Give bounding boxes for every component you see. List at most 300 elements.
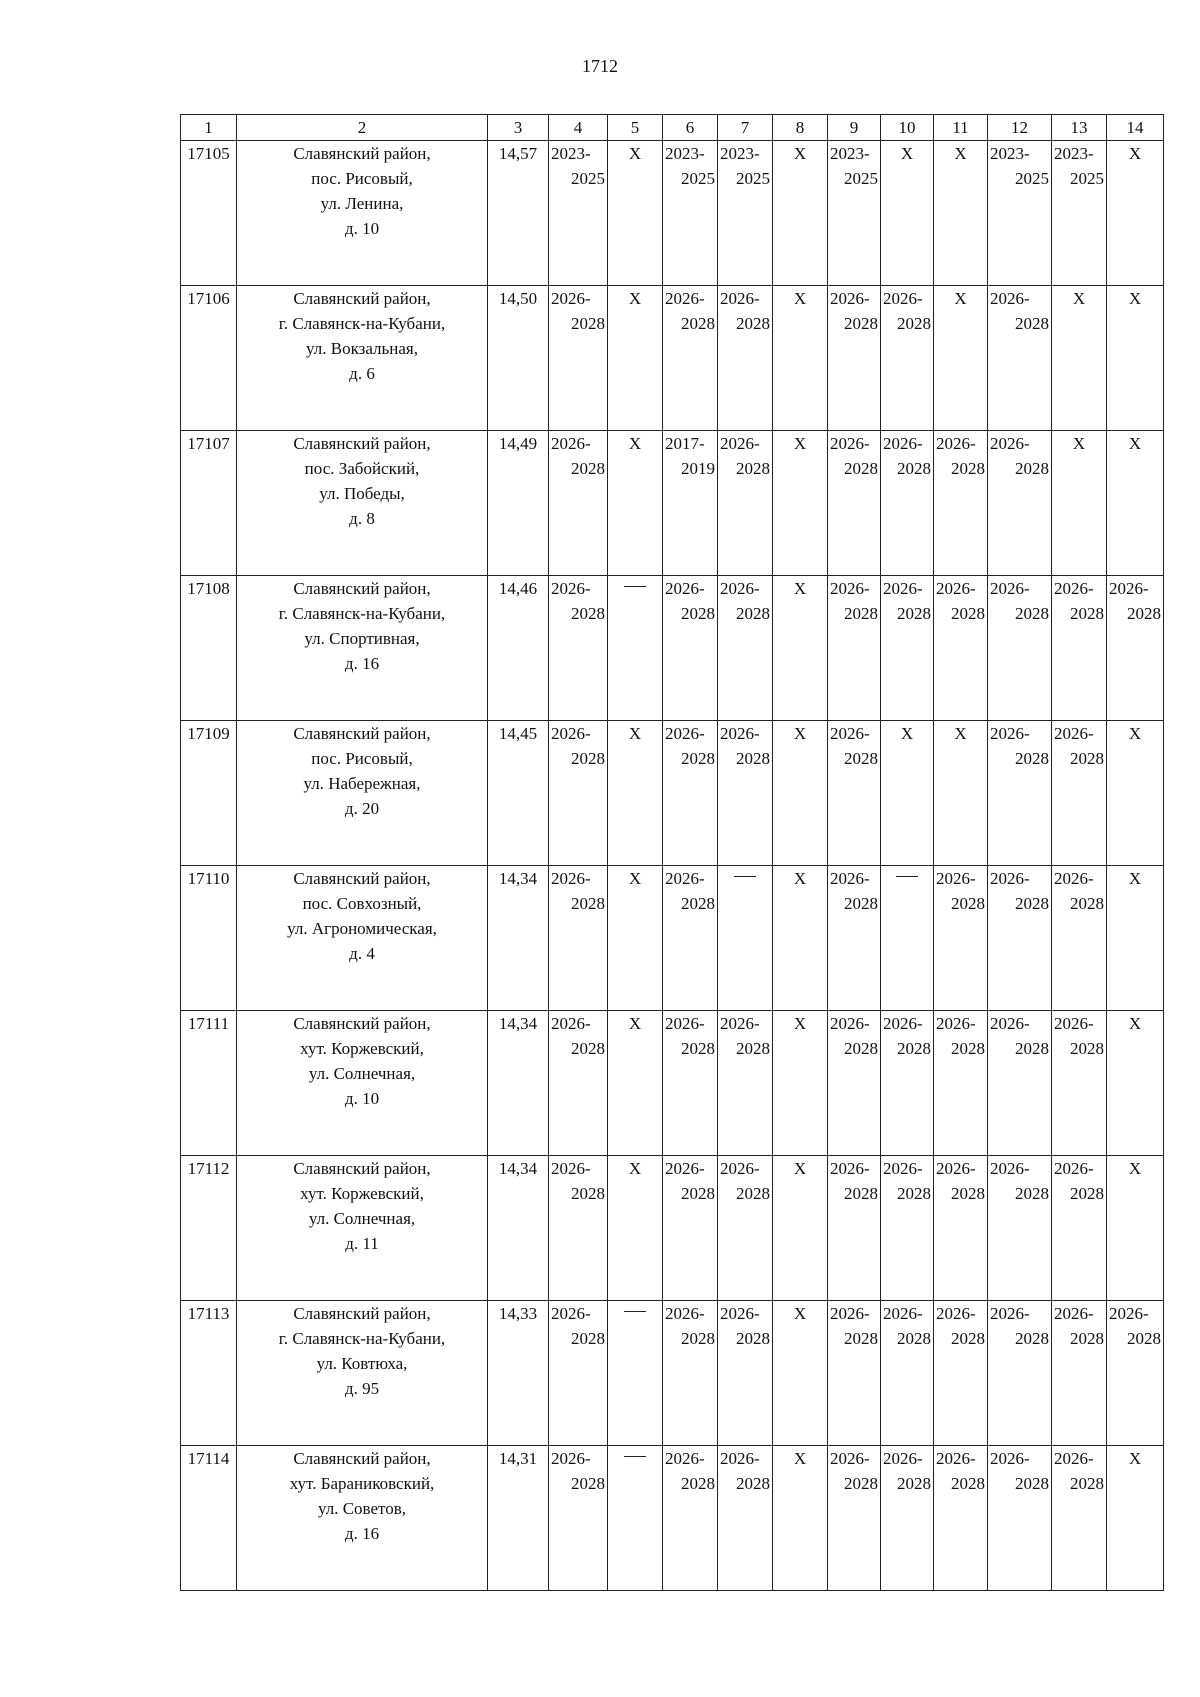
row-cell-col-8 [773, 866, 828, 1011]
cell-text: 2028 [571, 604, 605, 623]
cell-text: 2025 [844, 169, 878, 188]
cell-text: 2017- [665, 434, 705, 453]
cell-text: 2026- [936, 869, 976, 888]
row-value: 14,31 [488, 1446, 549, 1591]
row-cell-col-12 [988, 576, 1052, 721]
cell-text: 2025 [736, 169, 770, 188]
cell-text: 2025 [571, 169, 605, 188]
cell-text: 2026- [830, 579, 870, 598]
cell-text: 2026- [551, 579, 591, 598]
cell-text: Х [1128, 144, 1142, 163]
row-cell-col-14 [1107, 1446, 1164, 1591]
cell-text: 2026- [551, 1449, 591, 1468]
cell-text: Х [1128, 1014, 1142, 1033]
cell-text: 2026- [551, 289, 591, 308]
cell-text: 2025 [1015, 169, 1049, 188]
address-line: Славянский район, [293, 1304, 431, 1323]
row-cell-col-4 [549, 866, 608, 1011]
row-cell-col-14 [1107, 866, 1164, 1011]
table-body [181, 141, 1164, 1591]
address-line: пос. Совхозный, [302, 894, 422, 913]
row-value: 14,33 [488, 1301, 549, 1446]
dash-mark [896, 876, 918, 877]
cell-text: Х [1072, 434, 1086, 453]
row-cell-col-8 [773, 431, 828, 576]
table-row [181, 1446, 1164, 1591]
address-line: хут. Коржевский, [300, 1184, 424, 1203]
cell-text: 2026- [551, 1159, 591, 1178]
cell-text: Х [793, 724, 807, 743]
row-cell-col-7 [718, 286, 773, 431]
cell-text: 2028 [681, 894, 715, 913]
row-address [237, 721, 488, 866]
row-cell-col-12 [988, 141, 1052, 286]
address-line: хут. Бараниковский, [289, 1474, 435, 1493]
row-address [237, 1446, 488, 1591]
cell-text: 2028 [844, 894, 878, 913]
row-cell-col-13 [1052, 431, 1107, 576]
address-line: г. Славянск-на-Кубани, [278, 604, 446, 623]
row-cell-col-13 [1052, 1011, 1107, 1156]
address-line: ул. Агрономическая, [287, 919, 437, 938]
column-header-5: 5 [608, 115, 663, 141]
cell-text: 2025 [1070, 169, 1104, 188]
cell-text: 2028 [736, 459, 770, 478]
row-cell-col-11 [934, 576, 988, 721]
row-cell-col-4 [549, 431, 608, 576]
cell-text: 2026- [551, 1014, 591, 1033]
row-cell-col-5 [608, 141, 663, 286]
row-cell-col-13 [1052, 1156, 1107, 1301]
cell-text: 2028 [736, 1039, 770, 1058]
row-cell-col-11 [934, 721, 988, 866]
cell-text: 2028 [844, 1329, 878, 1348]
cell-text: Х [900, 144, 914, 163]
address-line: ул. Советов, [317, 1499, 407, 1518]
cell-text: 2028 [844, 459, 878, 478]
cell-text: 2028 [1015, 749, 1049, 768]
cell-text: 2028 [1015, 604, 1049, 623]
row-cell-col-11 [934, 1301, 988, 1446]
row-cell-col-10 [881, 431, 934, 576]
cell-text: 2026- [990, 1014, 1030, 1033]
cell-text: 2026- [1054, 1159, 1094, 1178]
cell-text: Х [793, 1159, 807, 1178]
row-cell-col-8 [773, 576, 828, 721]
row-cell-col-6 [663, 1156, 718, 1301]
address-line: Славянский район, [293, 1159, 431, 1178]
cell-text: 2028 [681, 749, 715, 768]
cell-text: Х [793, 1304, 807, 1323]
row-id: 17106 [181, 286, 237, 431]
row-cell-col-4 [549, 141, 608, 286]
row-value: 14,34 [488, 1156, 549, 1301]
cell-text: 2026- [990, 1449, 1030, 1468]
cell-text: 2028 [897, 459, 931, 478]
row-cell-col-8 [773, 141, 828, 286]
address-line: Славянский район, [293, 1014, 431, 1033]
cell-text: 2028 [681, 604, 715, 623]
cell-text: 2028 [951, 459, 985, 478]
cell-text: Х [628, 144, 642, 163]
address-line: г. Славянск-на-Кубани, [278, 1329, 446, 1348]
row-cell-col-10 [881, 1011, 934, 1156]
cell-text: Х [628, 1014, 642, 1033]
table-row [181, 141, 1164, 286]
cell-text: 2026- [1109, 579, 1149, 598]
table-row [181, 286, 1164, 431]
cell-text: 2026- [830, 1449, 870, 1468]
row-cell-col-9 [828, 576, 881, 721]
cell-text: 2028 [1015, 459, 1049, 478]
row-id: 17105 [181, 141, 237, 286]
column-header-1: 1 [181, 115, 237, 141]
cell-text: 2028 [1015, 1039, 1049, 1058]
dash-mark [734, 876, 756, 877]
cell-text: Х [954, 289, 967, 308]
cell-text: 2028 [951, 1474, 985, 1493]
cell-text: 2028 [571, 1474, 605, 1493]
row-cell-col-8 [773, 1301, 828, 1446]
row-cell-col-10 [881, 141, 934, 286]
address-line: ул. Набережная, [303, 774, 421, 793]
row-address [237, 866, 488, 1011]
cell-text: 2028 [681, 1474, 715, 1493]
row-id: 17112 [181, 1156, 237, 1301]
row-address [237, 1011, 488, 1156]
cell-text: 2028 [844, 1039, 878, 1058]
cell-text: Х [793, 1449, 807, 1468]
row-cell-col-8 [773, 1156, 828, 1301]
cell-text: 2026- [665, 289, 705, 308]
cell-text: 2026- [936, 579, 976, 598]
cell-text: 2026- [551, 869, 591, 888]
cell-text: 2026- [830, 869, 870, 888]
cell-text: 2026- [883, 289, 923, 308]
cell-text: Х [793, 289, 807, 308]
cell-text: 2026- [665, 869, 705, 888]
cell-text: Х [1128, 724, 1142, 743]
address-line: Славянский район, [293, 869, 431, 888]
row-cell-col-9 [828, 721, 881, 866]
cell-text: 2028 [1070, 1474, 1104, 1493]
row-cell-col-8 [773, 286, 828, 431]
cell-text: 2026- [830, 1014, 870, 1033]
cell-text: 2026- [1054, 579, 1094, 598]
row-cell-col-5 [608, 866, 663, 1011]
cell-text: Х [1128, 1159, 1142, 1178]
cell-text: Х [628, 869, 642, 888]
cell-text: 2026- [883, 579, 923, 598]
row-cell-col-9 [828, 286, 881, 431]
cell-text: 2028 [951, 1329, 985, 1348]
row-cell-col-7 [718, 721, 773, 866]
cell-text: Х [954, 144, 967, 163]
cell-text: 2028 [736, 604, 770, 623]
cell-text: 2023- [551, 144, 591, 163]
row-cell-col-9 [828, 1156, 881, 1301]
row-cell-col-7 [718, 1446, 773, 1591]
row-cell-col-5 [608, 286, 663, 431]
cell-text: 2026- [830, 724, 870, 743]
cell-text: 2028 [1015, 1184, 1049, 1203]
cell-text: 2026- [665, 1014, 705, 1033]
cell-text: 2023- [665, 144, 705, 163]
cell-text: 2028 [1127, 1329, 1161, 1348]
address-line: д. 95 [344, 1379, 380, 1398]
column-header-12: 12 [988, 115, 1052, 141]
cell-text: 2028 [1070, 1039, 1104, 1058]
cell-text: 2026- [1054, 724, 1094, 743]
row-cell-col-11 [934, 1156, 988, 1301]
row-cell-col-6 [663, 576, 718, 721]
row-cell-col-5 [608, 1446, 663, 1591]
row-cell-col-7 [718, 1301, 773, 1446]
address-line: ул. Солнечная, [308, 1209, 416, 1228]
cell-text: 2026- [990, 579, 1030, 598]
row-address [237, 1156, 488, 1301]
row-cell-col-4 [549, 1446, 608, 1591]
cell-text: 2026- [1054, 1014, 1094, 1033]
cell-text: 2026- [883, 434, 923, 453]
row-cell-col-6 [663, 431, 718, 576]
cell-text: 2028 [844, 604, 878, 623]
cell-text: 2026- [936, 1449, 976, 1468]
row-cell-col-10 [881, 721, 934, 866]
cell-text: 2028 [897, 1474, 931, 1493]
row-cell-col-11 [934, 1446, 988, 1591]
row-cell-col-8 [773, 1011, 828, 1156]
cell-text: 2028 [1015, 1474, 1049, 1493]
column-header-9: 9 [828, 115, 881, 141]
cell-text: 2028 [951, 894, 985, 913]
cell-text: 2026- [936, 434, 976, 453]
column-header-3: 3 [488, 115, 549, 141]
cell-text: 2026- [883, 1304, 923, 1323]
cell-text: 2026- [883, 1014, 923, 1033]
cell-text: 2026- [1054, 1449, 1094, 1468]
row-cell-col-13 [1052, 866, 1107, 1011]
dash-mark [624, 1311, 646, 1312]
column-header-8: 8 [773, 115, 828, 141]
row-cell-col-13 [1052, 576, 1107, 721]
row-cell-col-12 [988, 1446, 1052, 1591]
cell-text: Х [628, 289, 642, 308]
table-row [181, 1301, 1164, 1446]
cell-text: 2028 [736, 749, 770, 768]
cell-text: 2028 [844, 1474, 878, 1493]
row-cell-col-10 [881, 1301, 934, 1446]
address-line: пос. Рисовый, [311, 749, 413, 768]
row-cell-col-14 [1107, 721, 1164, 866]
cell-text: 2028 [681, 1184, 715, 1203]
cell-text: 2026- [830, 1304, 870, 1323]
table-row [181, 431, 1164, 576]
row-cell-col-13 [1052, 286, 1107, 431]
cell-text: 2028 [571, 314, 605, 333]
cell-text: 2028 [736, 1329, 770, 1348]
row-id: 17111 [181, 1011, 237, 1156]
cell-text: Х [1072, 289, 1086, 308]
row-id: 17107 [181, 431, 237, 576]
row-cell-col-7 [718, 141, 773, 286]
row-cell-col-9 [828, 1011, 881, 1156]
column-header-7: 7 [718, 115, 773, 141]
row-cell-col-11 [934, 431, 988, 576]
cell-text: 2026- [720, 724, 760, 743]
dash-mark [624, 586, 646, 587]
row-value: 14,46 [488, 576, 549, 721]
cell-text: 2026- [936, 1159, 976, 1178]
row-cell-col-5 [608, 1301, 663, 1446]
cell-text: 2028 [1127, 604, 1161, 623]
cell-text: 2028 [844, 1184, 878, 1203]
address-line: ул. Спортивная, [304, 629, 420, 648]
address-line: д. 16 [344, 1524, 380, 1543]
address-line: Славянский район, [293, 579, 431, 598]
row-cell-col-14 [1107, 1301, 1164, 1446]
row-cell-col-13 [1052, 141, 1107, 286]
cell-text: 2028 [1070, 1184, 1104, 1203]
address-line: д. 10 [344, 1089, 380, 1108]
row-cell-col-12 [988, 1011, 1052, 1156]
row-cell-col-4 [549, 721, 608, 866]
address-line: хут. Коржевский, [300, 1039, 424, 1058]
address-line: ул. Вокзальная, [306, 339, 418, 358]
row-id: 17108 [181, 576, 237, 721]
cell-text: 2028 [736, 1474, 770, 1493]
row-cell-col-4 [549, 286, 608, 431]
row-address [237, 576, 488, 721]
row-id: 17110 [181, 866, 237, 1011]
cell-text: 2028 [1015, 894, 1049, 913]
address-line: д. 8 [349, 509, 375, 528]
cell-text: 2028 [571, 1039, 605, 1058]
cell-text: 2028 [897, 1329, 931, 1348]
cell-text: 2026- [1109, 1304, 1149, 1323]
row-cell-col-7 [718, 1011, 773, 1156]
cell-text: Х [628, 434, 642, 453]
row-cell-col-4 [549, 1156, 608, 1301]
address-line: Славянский район, [293, 289, 431, 308]
cell-text: 2026- [936, 1014, 976, 1033]
cell-text: 2023- [720, 144, 760, 163]
table-row [181, 1156, 1164, 1301]
row-cell-col-12 [988, 1156, 1052, 1301]
row-cell-col-5 [608, 576, 663, 721]
cell-text: 2026- [990, 1304, 1030, 1323]
row-cell-col-7 [718, 1156, 773, 1301]
address-line: Славянский район, [293, 144, 431, 163]
cell-text: Х [1128, 434, 1142, 453]
row-cell-col-14 [1107, 141, 1164, 286]
address-line: д. 4 [349, 944, 375, 963]
cell-text: 2026- [720, 1159, 760, 1178]
row-cell-col-6 [663, 721, 718, 866]
column-header-6: 6 [663, 115, 718, 141]
cell-text: Х [628, 724, 642, 743]
header-row [181, 115, 1164, 141]
row-cell-col-14 [1107, 1156, 1164, 1301]
cell-text: Х [793, 434, 807, 453]
cell-text: 2028 [681, 314, 715, 333]
cell-text: 2019 [681, 459, 715, 478]
cell-text: 2026- [990, 289, 1030, 308]
cell-text: 2028 [1015, 1329, 1049, 1348]
cell-text: 2026- [883, 1449, 923, 1468]
cell-text: Х [793, 579, 807, 598]
row-cell-col-5 [608, 1011, 663, 1156]
address-line: г. Славянск-на-Кубани, [278, 314, 446, 333]
row-cell-col-14 [1107, 1011, 1164, 1156]
page-number: 1712 [582, 56, 618, 76]
address-line: пос. Рисовый, [311, 169, 413, 188]
row-cell-col-13 [1052, 721, 1107, 866]
column-header-2: 2 [237, 115, 488, 141]
row-cell-col-6 [663, 866, 718, 1011]
cell-text: 2023- [990, 144, 1030, 163]
row-cell-col-10 [881, 576, 934, 721]
address-line: ул. Солнечная, [308, 1064, 416, 1083]
row-value: 14,45 [488, 721, 549, 866]
row-cell-col-7 [718, 431, 773, 576]
row-cell-col-5 [608, 431, 663, 576]
row-cell-col-6 [663, 1446, 718, 1591]
row-cell-col-8 [773, 1446, 828, 1591]
address-line: Славянский район, [293, 434, 431, 453]
cell-text: 2026- [720, 1304, 760, 1323]
row-cell-col-6 [663, 1301, 718, 1446]
row-address [237, 1301, 488, 1446]
cell-text: 2026- [936, 1304, 976, 1323]
row-address [237, 141, 488, 286]
row-address [237, 286, 488, 431]
cell-text: 2028 [571, 1329, 605, 1348]
cell-text: 2023- [1054, 144, 1094, 163]
cell-text: 2028 [897, 314, 931, 333]
row-id: 17113 [181, 1301, 237, 1446]
row-cell-col-14 [1107, 286, 1164, 431]
cell-text: 2026- [720, 579, 760, 598]
table-row [181, 576, 1164, 721]
cell-text: Х [793, 869, 807, 888]
cell-text: 2028 [844, 749, 878, 768]
row-cell-col-13 [1052, 1446, 1107, 1591]
address-line: пос. Забойский, [304, 459, 420, 478]
cell-text: 2026- [883, 1159, 923, 1178]
cell-text: 2026- [1054, 1304, 1094, 1323]
cell-text: 2028 [951, 1039, 985, 1058]
row-cell-col-9 [828, 1301, 881, 1446]
cell-text: 2026- [1054, 869, 1094, 888]
registry-table [180, 114, 1164, 1591]
row-cell-col-5 [608, 1156, 663, 1301]
address-line: д. 11 [345, 1234, 379, 1253]
cell-text: 2028 [1070, 749, 1104, 768]
row-cell-col-9 [828, 866, 881, 1011]
row-cell-col-14 [1107, 576, 1164, 721]
cell-text: 2028 [571, 459, 605, 478]
cell-text: 2026- [665, 1304, 705, 1323]
row-cell-col-12 [988, 431, 1052, 576]
row-cell-col-11 [934, 866, 988, 1011]
cell-text: 2028 [571, 749, 605, 768]
row-cell-col-10 [881, 866, 934, 1011]
address-line: Славянский район, [293, 1449, 431, 1468]
row-cell-col-9 [828, 431, 881, 576]
cell-text: Х [954, 724, 967, 743]
cell-text: 2026- [720, 289, 760, 308]
